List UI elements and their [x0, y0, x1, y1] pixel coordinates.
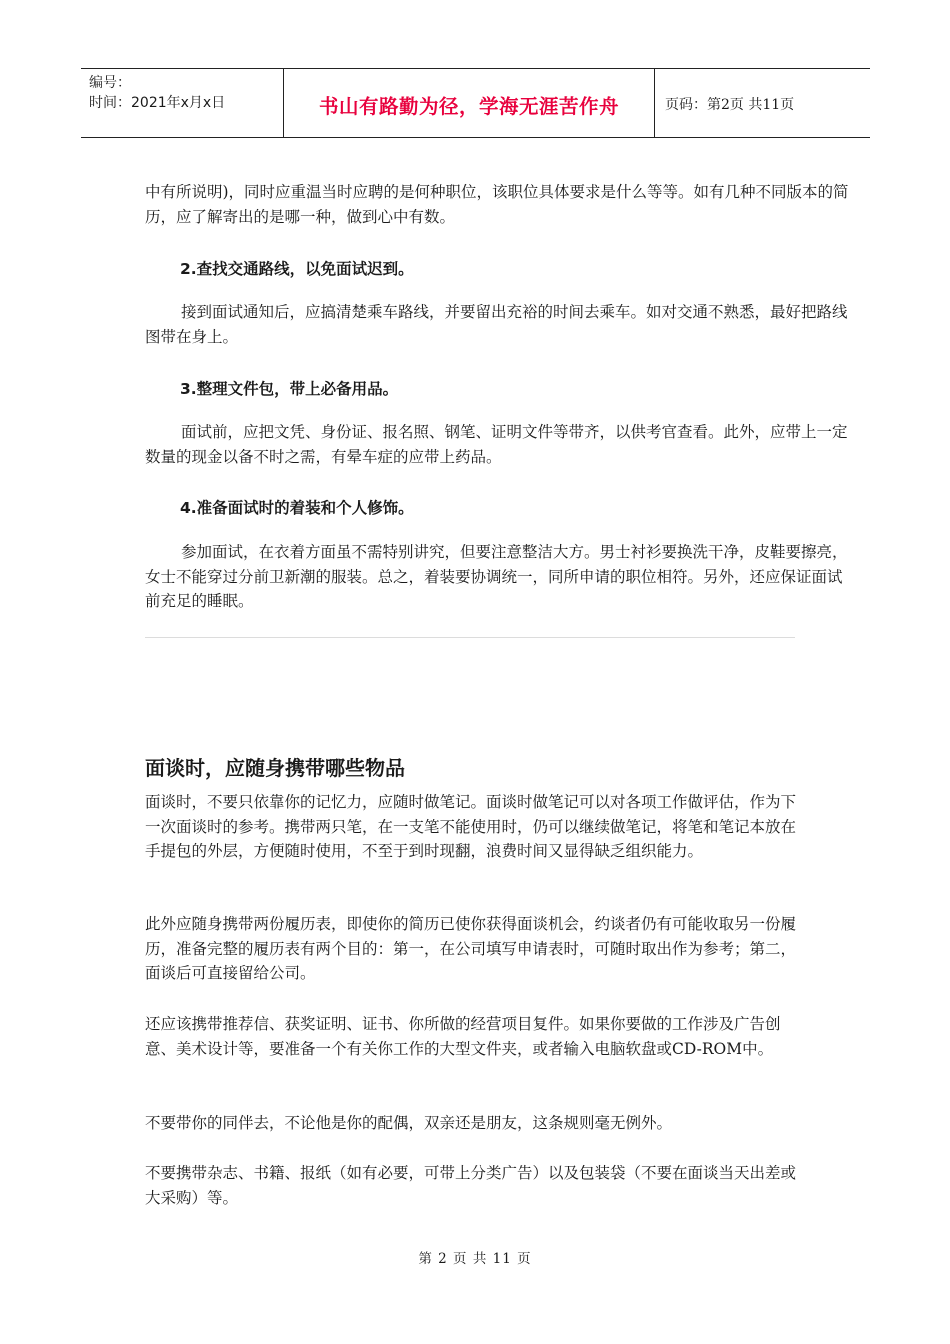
- header-meta-cell: [81, 69, 283, 137]
- section-paragraph: 此外应随身携带两份履历表，即使你的简历已使你获得面谈机会，约谈者仍有可能收取另一份履历，准备完整的履历表有两个目的：第一，在公司填写申请表时，可随时取出作为参考；第二，面谈后可直接留给公司。: [145, 915, 797, 982]
- step-4-text: 参加面试，在衣着方面虽不需特别讲究，但要注意整洁大方。男士衬衫要换洗干净，皮鞋要擦亮，女士不能穿过分前卫新潮的服装。总之，着装要协调统一，同所申请的职位相符。另外，还应保证面试前充足的睡眠。: [145, 543, 848, 610]
- section-paragraph: 不要携带杂志、书籍、报纸（如有必要，可带上分类广告）以及包装袋（不要在面谈当天出差或大采购）等。: [145, 1164, 797, 1207]
- section-divider: [145, 637, 795, 638]
- section-paragraph: 面谈时，不要只依靠你的记忆力，应随时做笔记。面谈时做笔记可以对各项工作做评估，作为下一次面谈时的参考。携带两只笔，在一支笔不能使用时，仍可以继续做笔记，将笔和笔记本放在手提包的外层，方便随时使用，不至于到时现翻，浪费时间又显得缺乏组织能力。: [145, 793, 797, 860]
- header-motto-cell: [283, 69, 655, 137]
- header-table: [81, 68, 870, 138]
- step-3-text: 面试前，应把文凭、身份证、报名照、钢笔、证明文件等带齐，以供考官查看。此外，应带上一定数量的现金以备不时之需，有晕车症的应带上药品。: [145, 423, 848, 466]
- header-page-cell: [655, 69, 870, 137]
- document-time: 时间：2021年x月x日: [89, 95, 226, 111]
- step-2-text: 接到面试通知后，应搞清楚乘车路线，并要留出充裕的时间去乘车。如对交通不熟悉，最好把路线图带在身上。: [145, 303, 848, 346]
- header-page-info: 页码：第2页 共11页: [665, 97, 795, 113]
- section-paragraph: 不要带你的同伴去，不论他是你的配偶，双亲还是朋友，这条规则毫无例外。: [145, 1114, 673, 1132]
- section-heading: 面谈时，应随身携带哪些物品: [145, 756, 405, 780]
- step-3-title: 3.整理文件包，带上必备用品。: [180, 380, 399, 398]
- document-number: 编号：: [89, 75, 131, 91]
- step-4-title: 4.准备面试时的着装和个人修饰。: [180, 499, 414, 517]
- page-footer: 第 2 页 共 11 页: [418, 1251, 532, 1267]
- step-2-title: 2.查找交通路线，以免面试迟到。: [180, 260, 414, 278]
- continued-paragraph: 中有所说明)，同时应重温当时应聘的是何种职位，该职位具体要求是什么等等。如有几种不同版本的简历，应了解寄出的是哪一种，做到心中有数。: [145, 183, 849, 226]
- header-motto: 书山有路勤为径，学海无涯苦作舟: [318, 95, 619, 118]
- section-paragraph: 还应该携带推荐信、获奖证明、证书、你所做的经营项目复件。如果你要做的工作涉及广告创意、美术设计等，要准备一个有关你工作的大型文件夹，或者输入电脑软盘或CD-ROM中。: [145, 1015, 781, 1058]
